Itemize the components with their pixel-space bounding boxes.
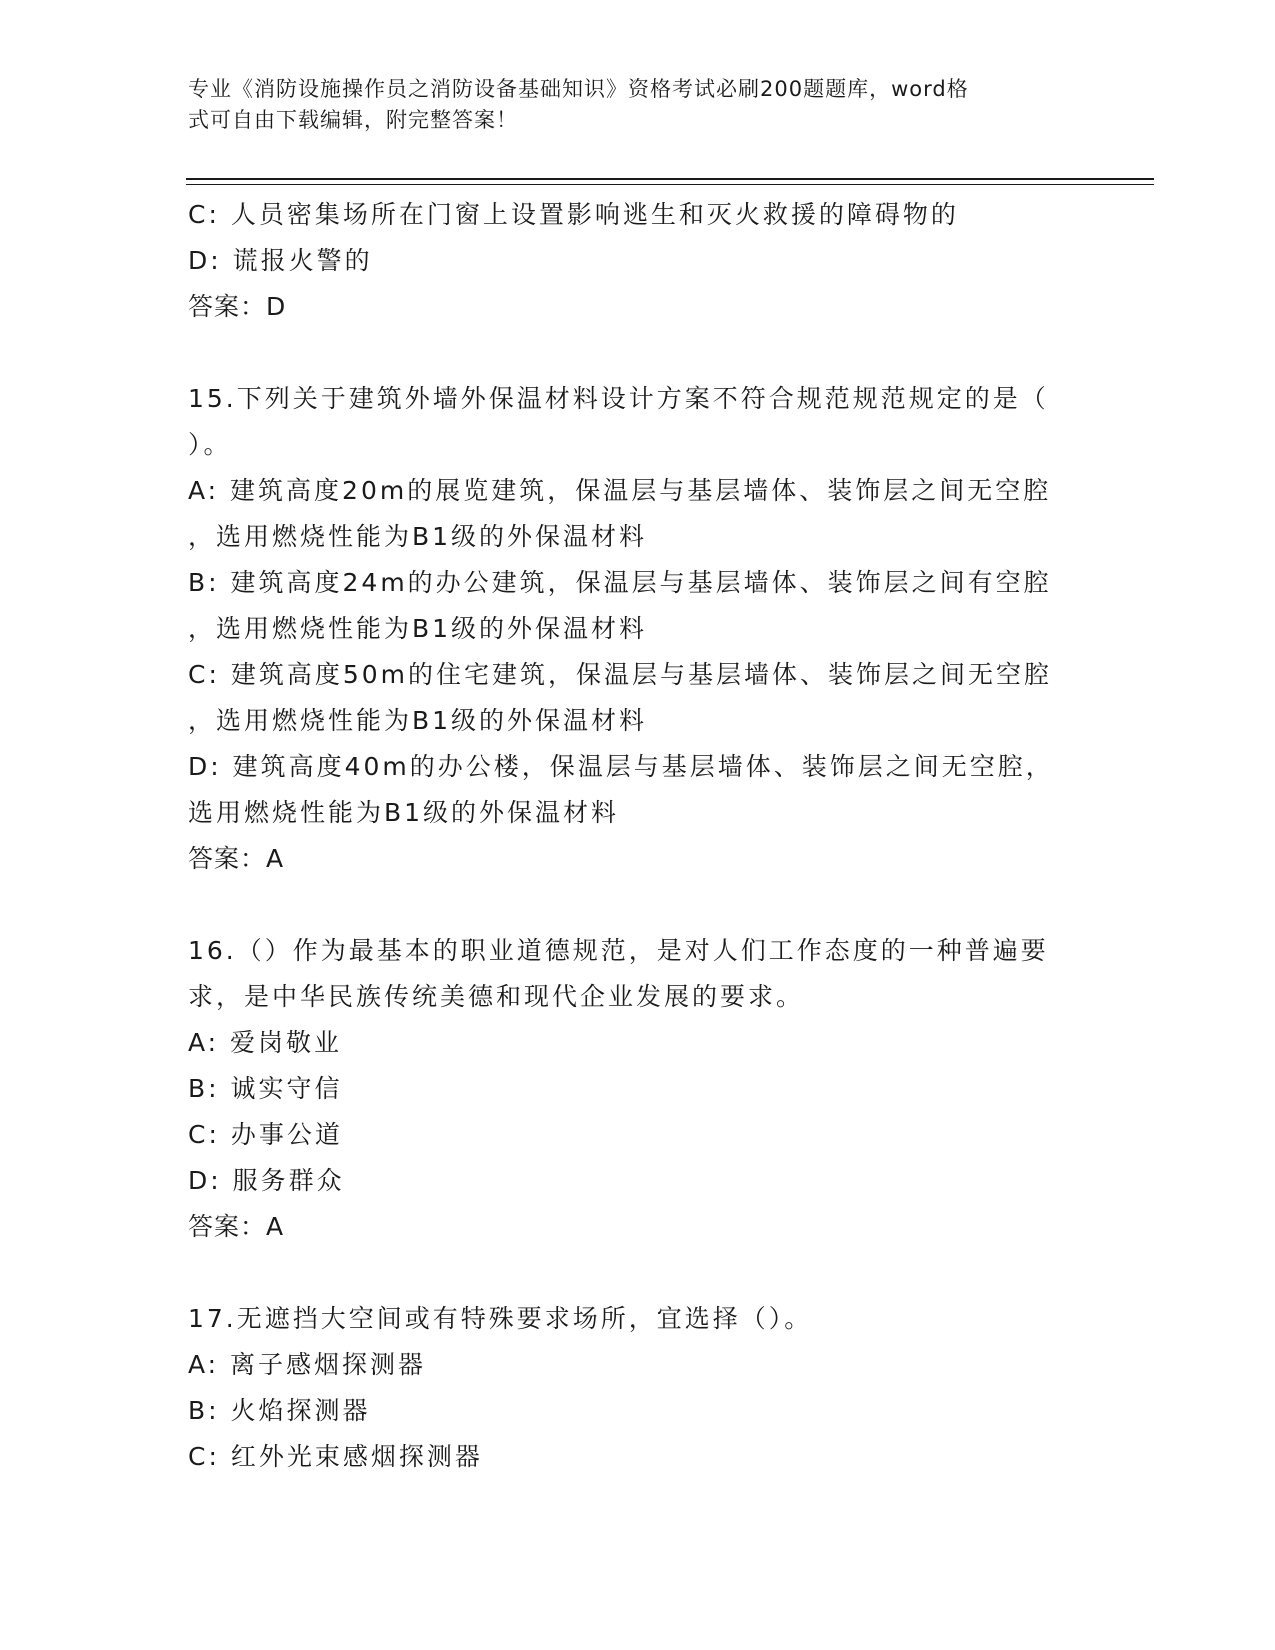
option-b: B: 火焰探测器 [188,1396,371,1425]
question-list [188,192,1078,1480]
option-c: C: 红外光束感烟探测器 [188,1442,483,1471]
question-stem: 17.无遮挡大空间或有特殊要求场所，宜选择（）。 [188,1304,813,1333]
question-stem-continued: 求，是中华民族传统美德和现代企业发展的要求。 [188,982,805,1011]
spacer [188,882,1078,928]
header-divider-thick [186,178,1154,180]
question-block-16 [188,928,1078,1250]
answer-line: 答案：D [188,292,287,321]
header-divider-thin [186,184,1154,185]
option-b: B: 建筑高度24m的办公建筑，保温层与基层墙体、装饰层之间有空腔 [188,568,1052,597]
document-header [188,74,1068,136]
answer-line: 答案：A [188,844,285,873]
option-b-continued: ，选用燃烧性能为B1级的外保温材料 [188,614,648,643]
option-a: A: 离子感烟探测器 [188,1350,427,1379]
option-d-continued: 选用燃烧性能为B1级的外保温材料 [188,798,620,827]
option-b: B: 诚实守信 [188,1074,343,1103]
option-c: C: 办事公道 [188,1120,343,1149]
option-d: D: 谎报火警的 [188,246,373,275]
question-stem-continued: ）。 [188,430,232,459]
question-stem: 16.（）作为最基本的职业道德规范，是对人们工作态度的一种普遍要 [188,936,1049,965]
option-a: A: 爱岗敬业 [188,1028,343,1057]
question-stem: 15.下列关于建筑外墙外保温材料设计方案不符合规范规范规定的是（ [188,384,1049,413]
option-c-continued: ，选用燃烧性能为B1级的外保温材料 [188,706,648,735]
option-d: D: 建筑高度40m的办公楼，保温层与基层墙体、装饰层之间无空腔， [188,752,1054,781]
header-line-2: 式可自由下载编辑，附完整答案！ [188,108,518,132]
option-a-continued: ，选用燃烧性能为B1级的外保温材料 [188,522,648,551]
question-block-14 [188,192,1078,330]
question-block-15 [188,376,1078,882]
option-d: D: 服务群众 [188,1166,345,1195]
option-a: A: 建筑高度20m的展览建筑，保温层与基层墙体、装饰层之间无空腔 [188,476,1052,505]
header-line-1: 专业《消防设施操作员之消防设备基础知识》资格考试必刷200题题库，word格 [188,77,969,101]
spacer [188,1250,1078,1296]
option-c: C: 建筑高度50m的住宅建筑，保温层与基层墙体、装饰层之间无空腔 [188,660,1052,689]
spacer [188,330,1078,376]
answer-line: 答案：A [188,1212,285,1241]
option-c: C: 人员密集场所在门窗上设置影响逃生和灭火救援的障碍物的 [188,200,959,229]
question-block-17 [188,1296,1078,1480]
